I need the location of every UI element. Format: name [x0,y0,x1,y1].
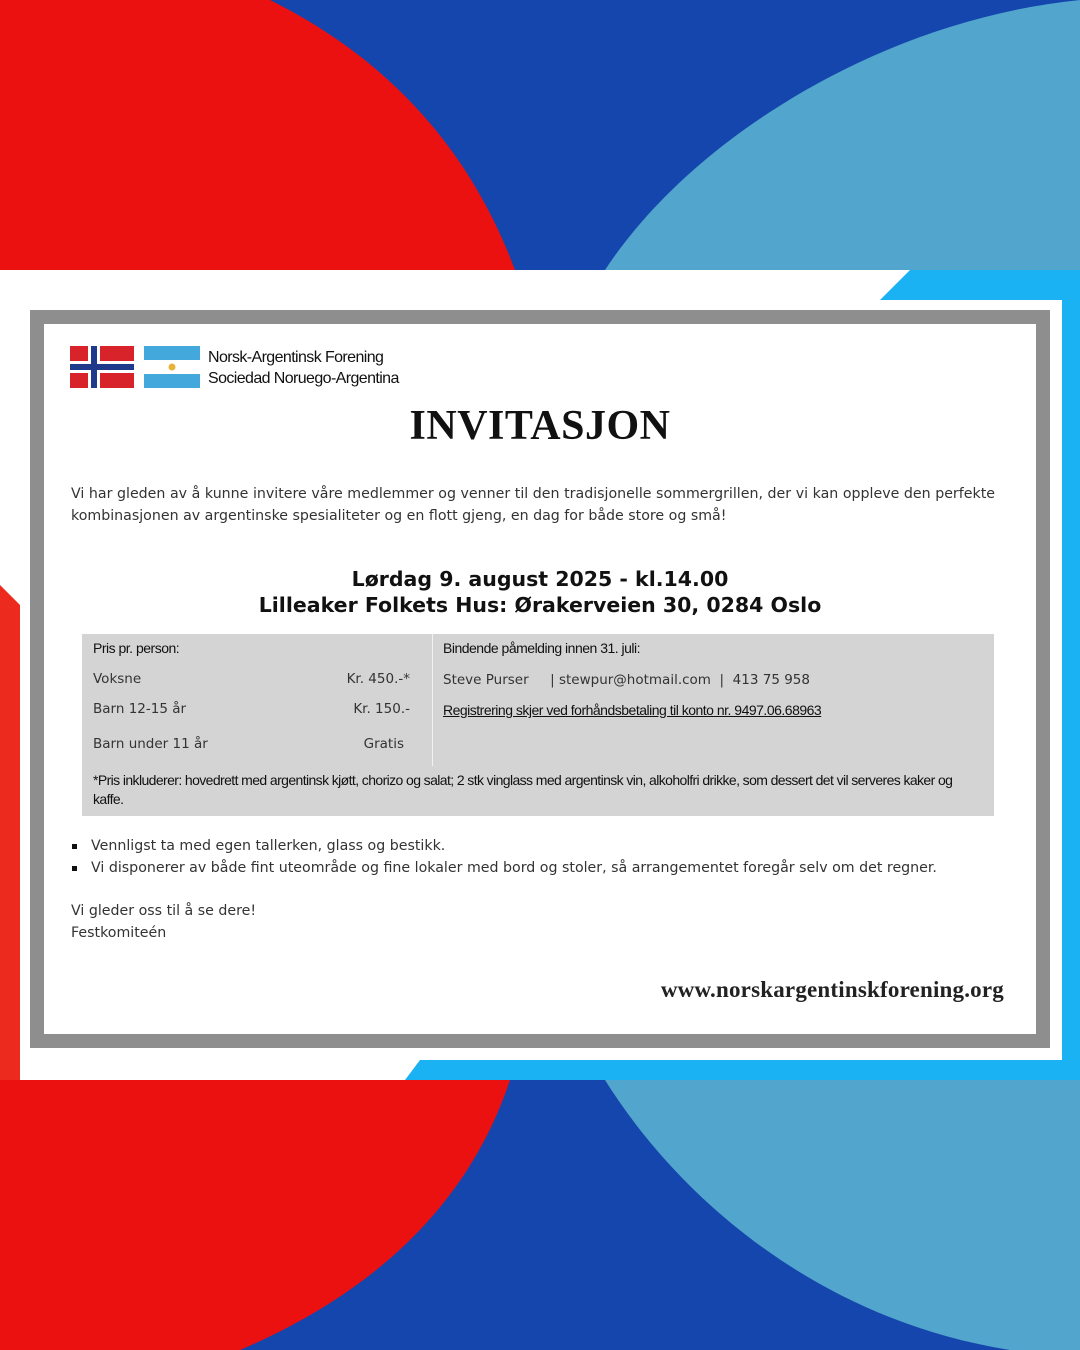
list-item-text: Vi disponerer av både fint uteområde og fine lokaler med bord og stoler, så arrangementet foregår selv om det regner. [91,860,937,876]
argentina-flag-icon [144,346,200,388]
invitation-frame [30,310,1050,1048]
website-link[interactable]: www.norskargentinskforening.org [660,977,1004,1002]
page-title: INVITASJON [409,403,671,449]
payment-note: Registrering skjer ved forhåndsbetaling til konto nr. 9497.06.68963 [443,702,822,718]
price-heading: Pris pr. person: [93,640,180,656]
list-item-text: Vennligst ta med egen tallerken, glass og bestikk. [91,838,446,854]
intro-text: Vi har gleden av å kunne invitere våre medlemmer og venner til den tradisjonelle sommergrillen, der vi kan oppleve den perfekte kombinasjonen av argentinske spesialiteter og en flott gjeng, en dag for både store og små! [71,486,995,524]
price-row-label: Barn under 11 år [93,736,208,752]
bullet-square-icon [72,866,77,871]
price-row-label: Barn 12-15 år [93,701,187,717]
org-logo [70,346,450,392]
invitation-document [44,324,1036,1034]
registration-heading: Bindende påmelding innen 31. juli: [443,640,641,656]
column-divider [432,634,433,766]
price-includes-note: *Pris inkluderer: hovedrett med argentinsk kjøtt, chorizo og salat; 2 stk vinglass med argentinsk vin, alkoholfri drikke, som dessert det vil serveres kaker og kaffe. [93,772,953,807]
closing-text [71,900,256,944]
contact-info: Steve Purser | stewpur@hotmail.com | 413 75 958 [443,672,810,688]
closing-greeting: Vi gleder oss til å se dere! [71,903,257,919]
price-row-value: Kr. 450.-* [346,671,410,687]
price-info-box [82,634,994,816]
list-item [71,835,991,857]
price-row-label: Voksne [93,671,142,687]
info-bullet-list [71,835,991,879]
list-item [71,857,991,879]
norway-flag-icon [70,346,134,388]
event-location: Lilleaker Folkets Hus: Ørakerveien 30, 0284 Oslo [258,593,822,617]
org-name-norwegian: Norsk-Argentinsk Forening [208,349,384,366]
price-column [82,634,432,766]
org-name-spanish: Sociedad Noruego-Argentina [208,370,399,387]
event-date: Lørdag 9. august 2025 - kl.14.00 [351,567,729,591]
org-names [208,347,399,389]
bullet-square-icon [72,844,77,849]
price-row-value: Kr. 150.- [353,701,410,717]
price-row-value: Gratis [363,736,404,752]
closing-signature: Festkomiteén [71,925,167,941]
red-accent-left [0,585,20,1080]
registration-column [434,634,994,766]
